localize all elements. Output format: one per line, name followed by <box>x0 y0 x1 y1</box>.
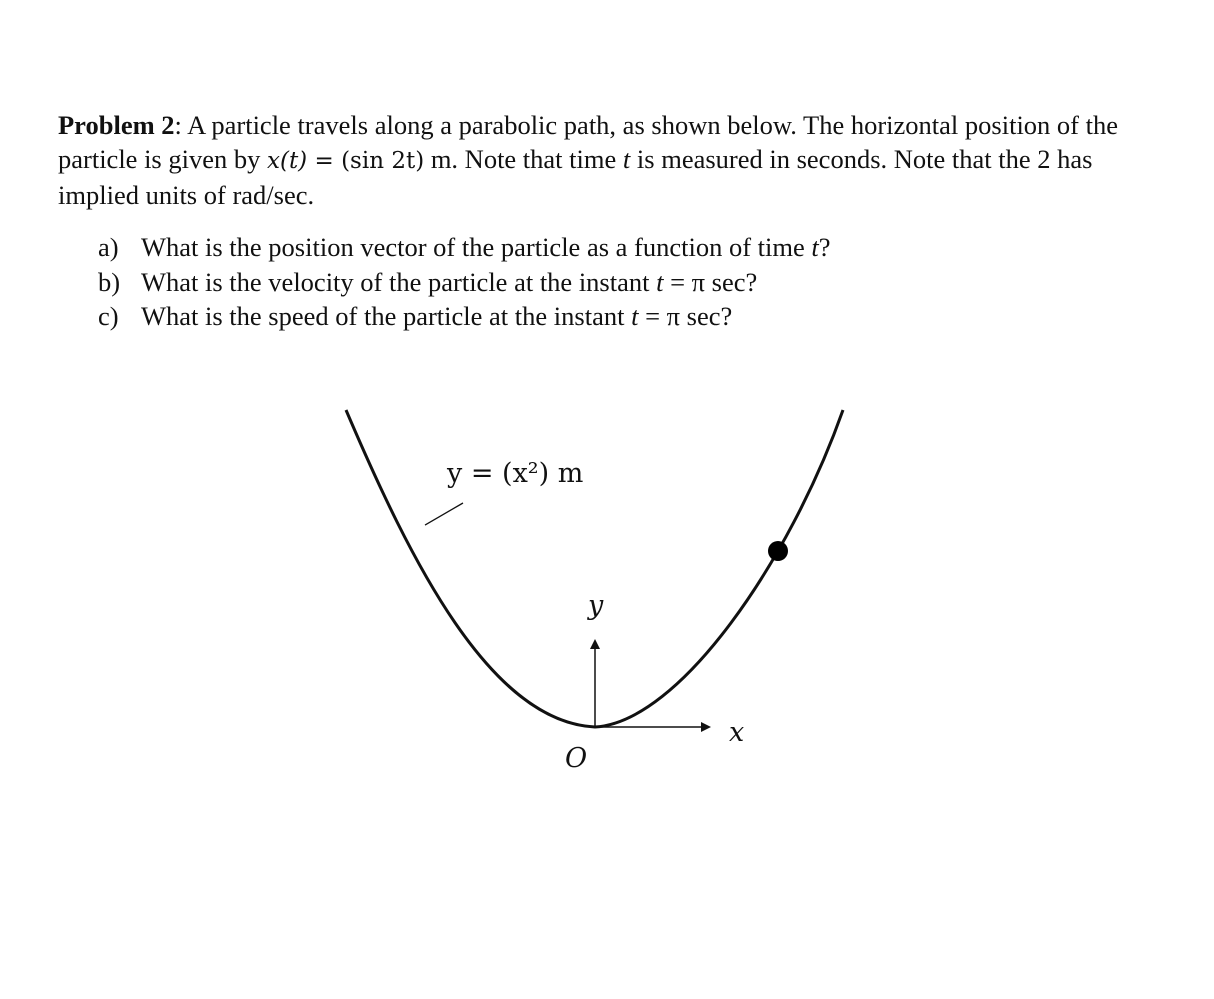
particle-dot <box>768 541 788 561</box>
question-text: What is the position vector of the particle as a function of time t? <box>141 232 831 262</box>
question-letter: c) <box>98 301 119 331</box>
problem-heading: Problem 2 <box>58 110 175 140</box>
origin-label: O <box>565 743 588 774</box>
y-axis-label: y <box>588 590 604 621</box>
problem-intro-3: is measured in seconds. Note that the 2 has implied units of rad/sec. <box>58 144 1093 210</box>
question-text: What is the velocity of the particle at the instant t = π sec? <box>141 266 758 297</box>
label-leader-line <box>425 503 463 525</box>
x-axis-label: x <box>729 717 745 748</box>
x-of-t-expr: x(t) = (sin 2t) <box>267 148 425 174</box>
problem-intro-1: : A particle travels along a parabolic path, as shown below. The horizontal position of the particle is given by <box>58 110 1119 174</box>
question-text: What is the speed of the particle at the instant t = π sec? <box>141 301 733 331</box>
question-letter: b) <box>98 266 121 297</box>
question-letter: a) <box>98 232 119 262</box>
time-variable: t <box>622 144 631 174</box>
problem-intro-2: m. Note that time <box>424 144 623 174</box>
curve-equation-label: y = (x²) m <box>447 458 584 489</box>
